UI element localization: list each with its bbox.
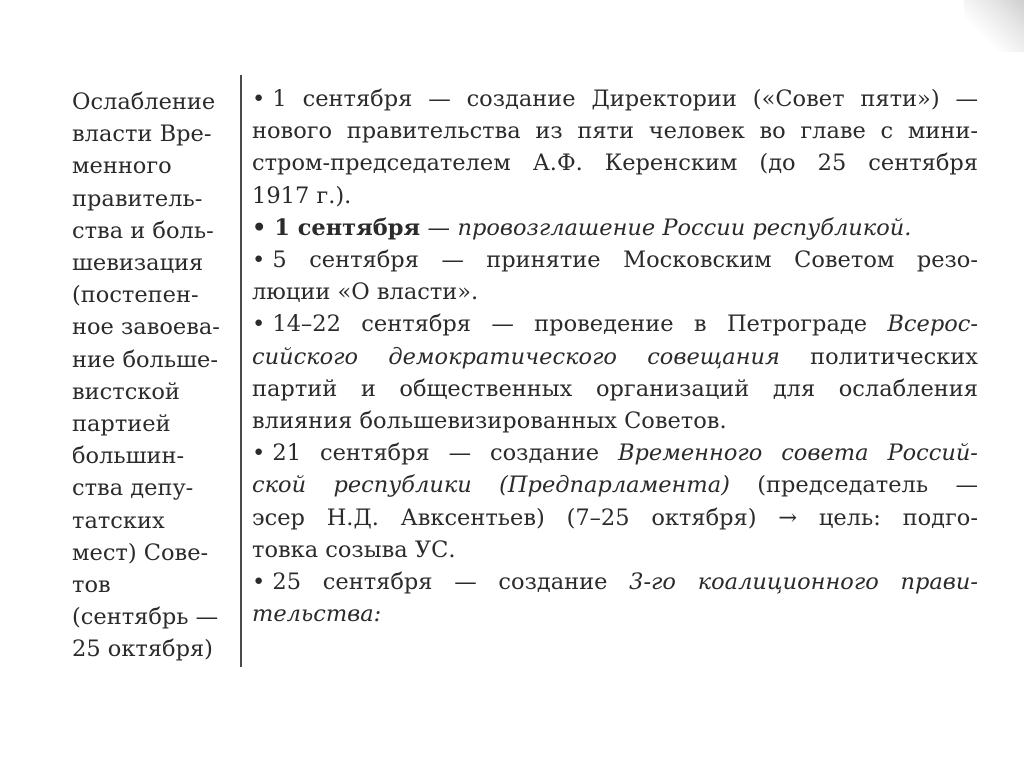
event-line [252,147,978,179]
word: • 1 [252,86,287,112]
italic-term: коалиционного [697,569,879,596]
bold-date: • 1 сентября [252,214,421,241]
word: цель: [818,504,881,531]
word: • 25 [252,569,302,596]
word: — [427,214,451,241]
word: Авксентьев) [400,504,545,531]
word: 25 [817,150,847,177]
event-line [252,341,978,373]
word: для [772,375,816,402]
left-line: партией [72,411,171,438]
event-line [252,244,978,276]
word: (до [759,150,796,177]
word: организаций [595,375,750,402]
word: сентября [309,247,419,274]
event-line [252,534,978,566]
event-line [252,212,978,244]
left-line: ное завоева- [72,314,220,341]
italic-term: Россий- [887,440,978,467]
word: • 14–22 [252,311,341,338]
event-line [252,598,978,630]
left-line: ние больше- [72,346,218,373]
left-line: ства и боль- [72,217,214,244]
left-line: власти Вре- [72,121,212,148]
word: • 5 [252,247,287,274]
italic-term: Всерос- [887,311,978,338]
word: общественных [399,375,573,402]
word: правительства [346,118,521,145]
left-line: менного [72,153,172,180]
word: • 21 [252,440,302,467]
event-line [252,276,978,308]
word: октября) [651,504,757,531]
left-line: шевизация [72,250,204,277]
left-line: вистской [72,378,180,405]
italic-term: Временного [617,440,763,467]
word: сентября [322,569,433,596]
event-line [252,180,978,212]
word: во [759,118,786,145]
event-line [252,405,978,437]
word: — [454,569,477,596]
left-line: (сентябрь — [72,604,219,631]
event-line [252,566,978,598]
word: мини- [907,118,978,145]
event-line [252,115,978,147]
left-line: 25 октября) [72,636,213,663]
word: сентября [868,150,978,177]
word: резо- [916,247,978,274]
word: стром-председателем [252,150,511,177]
word: с [880,118,894,145]
page-corner-shadow [964,0,1024,52]
word: в [693,311,707,338]
word: — [428,86,451,112]
word: — [955,472,978,499]
word: товка созыва УС. [252,536,456,563]
left-line: татских [72,507,165,534]
word: — [448,440,472,467]
word: сентября [319,440,430,467]
word: — [441,247,464,274]
word: и [360,375,376,402]
word: человек [648,118,745,145]
word: эсер [252,504,305,531]
word: сентября [361,311,471,338]
left-line: тов [72,572,111,599]
word: партий [252,375,338,402]
left-line: правитель- [72,185,203,212]
word: создание [498,569,608,596]
word: (7–25 [566,504,630,531]
event-line [252,502,978,534]
word: («Совет [752,86,845,112]
word: Московским [623,247,772,274]
word: (председатель [757,472,929,499]
italic-term: ской [252,472,307,499]
italic-term: 3-го [629,569,676,596]
left-line: большин- [72,443,185,470]
word: — [491,311,514,338]
italic-term: провозглашение России республикой. [457,214,912,241]
italic-term: (Предпарламента) [499,472,730,499]
left-line: (постепен- [72,282,199,309]
word: 1917 г.). [252,182,352,209]
italic-term: сийского [252,343,359,370]
word: главе [800,118,866,145]
word: влияния большевизированных Советов. [252,408,727,435]
italic-term: республики [333,472,472,499]
arrow-symbol: → [778,504,798,531]
word: подго- [902,504,978,531]
word: Н.Д. [326,504,379,531]
word: проведение [534,311,674,338]
left-line: мест) Сове- [72,539,209,566]
word: — [955,86,978,112]
word: пяти») [860,86,940,112]
word: из [535,118,563,145]
event-line [252,308,978,340]
word: сентября [302,86,413,112]
word: Директории [591,86,737,112]
left-column-heading [72,86,232,666]
event-line [252,83,978,115]
left-line: ства депу- [72,475,194,502]
word: пяти [577,118,634,145]
italic-term: демократического [388,343,617,370]
column-divider [240,75,242,667]
right-column-events [252,83,978,630]
event-line [252,437,978,469]
word: Петрограде [726,311,868,338]
word: нового [252,118,333,145]
word: принятие [486,247,601,274]
word: создание [466,86,576,112]
word: политических [810,343,978,370]
italic-term: тельства: [252,601,382,628]
italic-term: прави- [900,569,978,596]
italic-term: совета [781,440,869,467]
word: создание [490,440,600,467]
word: люции «О власти». [252,279,479,306]
event-line [252,373,978,405]
word: А.Ф. [532,150,583,177]
left-line: Ослабление [72,89,216,115]
italic-term: совещания [647,343,780,370]
event-line [252,469,978,501]
word: ослабления [838,375,978,402]
word: Керенским [604,150,738,177]
word: Советом [794,247,895,274]
